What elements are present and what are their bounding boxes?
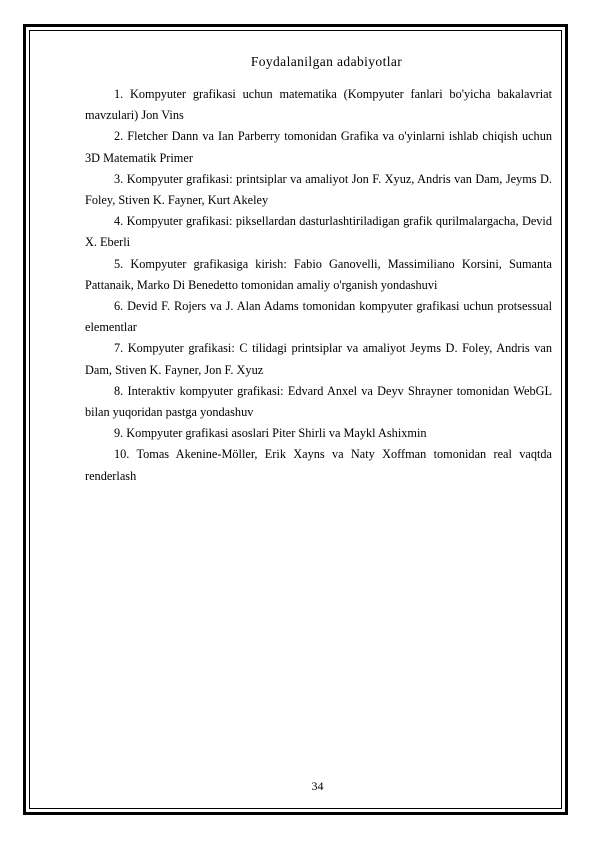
page-number: 34 xyxy=(311,779,324,793)
reference-item-6: 6. Devid F. Rojers va J. Alan Adams tomonidan kompyuter grafikasi uchun protsessual elementlar xyxy=(85,299,552,335)
reference-item-7: 7. Kompyuter grafikasi: C tilidagi printsiplar va amaliyot Jeyms D. Foley, Andris van Dam, Stiven K. Fayner, Jon F. Xyuz xyxy=(85,341,552,377)
reference-item-3: 3. Kompyuter grafikasi: printsiplar va amaliyot Jon F. Xyuz, Andris van Dam, Jeyms D. Foley, Stiven K. Fayner, Kurt Akeley xyxy=(85,171,552,208)
reference-item-1: 1. Kompyuter grafikasi uchun matematika (Kompyuter fanlari bo'yicha bakalavriat mavzulari) Jon Vins xyxy=(85,87,552,123)
page-title: Foydalanilgan adabiyotlar xyxy=(250,54,403,69)
reference-item-5: 5. Kompyuter grafikasiga kirish: Fabio Ganovelli, Massimiliano Korsini, Sumanta Pattanaik, Marko Di Benedetto tomonidan amaliy o'rganish yondashuvi xyxy=(85,256,552,292)
reference-item-9: 9. Kompyuter grafikasi asoslari Piter Shirli va Maykl Ashixmin xyxy=(114,426,427,441)
reference-item-2: 2. Fletcher Dann va Ian Parberry tomonidan Grafika va o'yinlarni ishlab chiqish uchun 3D Matematik Primer xyxy=(85,129,552,165)
reference-item-10: 10. Tomas Akenine-Möller, Erik Xayns va Naty Xoffman tomonidan real vaqtda renderlash xyxy=(85,447,552,483)
reference-item-4: 4. Kompyuter grafikasi: piksellardan dasturlashtiriladigan grafik qurilmalargacha, Devid X. Eberli xyxy=(85,214,552,250)
reference-item-8: 8. Interaktiv kompyuter grafikasi: Edvard Anxel va Deyv Shrayner tomonidan WebGL bilan yuqoridan pastga yondashuv xyxy=(85,383,552,420)
page-content xyxy=(85,54,552,487)
reference-list xyxy=(85,84,552,487)
